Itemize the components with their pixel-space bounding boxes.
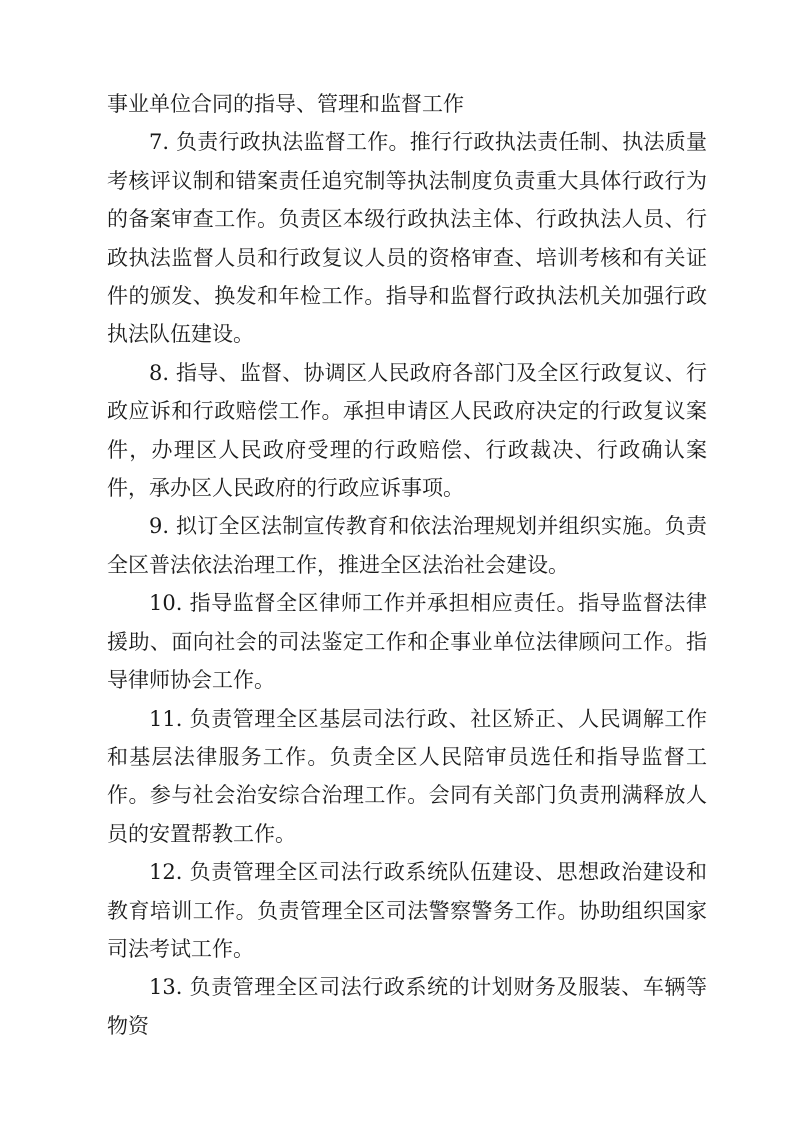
paragraph-item-12: 12. 负责管理全区司法行政系统队伍建设、思想政治建设和教育培训工作。负责管理全区司法警察警务工作。协助组织国家司法考试工作。 (107, 860, 707, 961)
paragraph-item-13: 13. 负责管理全区司法行政系统的计划财务及服装、车辆等物资 (107, 975, 707, 1038)
paragraph-item-10: 10. 指导监督全区律师工作并承担相应责任。指导监督法律援助、面向社会的司法鉴定工作和企事业单位法律顾问工作。指导律师协会工作。 (107, 591, 707, 693)
paragraph-item-9: 9. 拟订全区法制宣传教育和依法治理规划并组织实施。负责全区普法依法治理工作，推进全区法治社会建设。 (107, 514, 707, 577)
document-body (107, 85, 707, 1045)
paragraph-item-8: 8. 指导、监督、协调区人民政府各部门及全区行政复议、行政应诉和行政赔偿工作。承担申请区人民政府决定的行政复议案件，办理区人民政府受理的行政赔偿、行政裁决、行政确认案件，承办区人民政府的行政应诉事项。 (107, 360, 707, 501)
paragraph-item-7: 7. 负责行政执法监督工作。推行行政执法责任制、执法质量考核评议制和错案责任追究制等执法制度负责重大具体行政行为的备案审查工作。负责区本级行政执法主体、行政执法人员、行政执法监督人员和行政复议人员的资格审查、培训考核和有关证件的颁发、换发和年检工作。指导和监督行政执法机关加强行政执法队伍建设。 (107, 130, 707, 347)
paragraph-item-11: 11. 负责管理全区基层司法行政、社区矫正、人民调解工作和基层法律服务工作。负责全区人民陪审员选任和指导监督工作。参与社会治安综合治理工作。会同有关部门负责刑满释放人员的安置帮教工作。 (107, 706, 707, 846)
paragraph-continuation: 事业单位合同的指导、管理和监督工作 (107, 92, 464, 116)
